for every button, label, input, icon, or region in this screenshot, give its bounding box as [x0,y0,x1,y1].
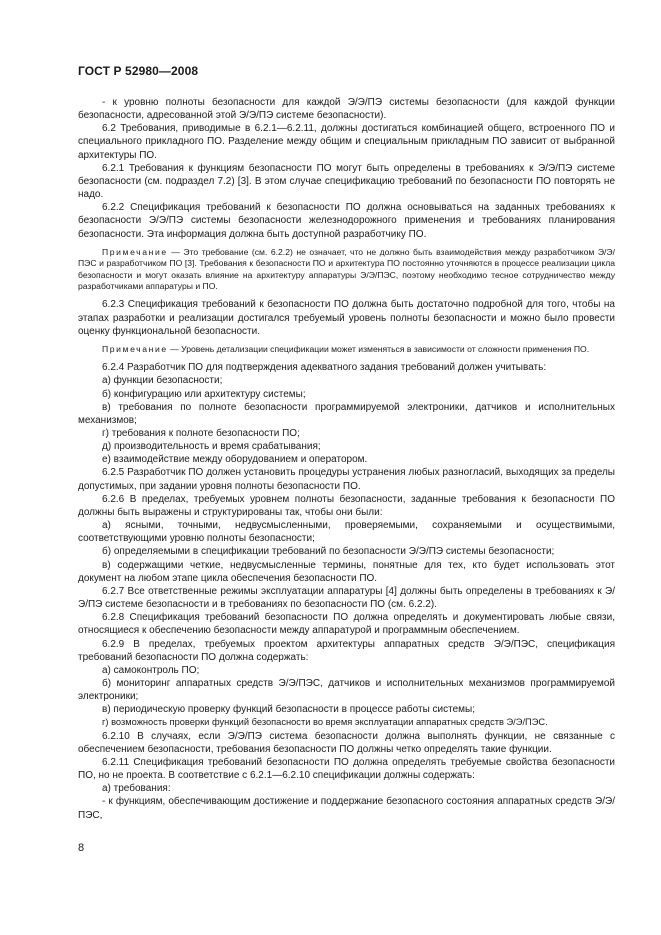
list-item: г) возможность проверки функций безопасности во время эксплуатации аппаратных средств Э/Э/ПЭС. [102,717,548,728]
list-item: б) определяемыми в спецификации требований по безопасности Э/Э/ПЭ системы безопасности; [102,546,555,558]
paragraph: 6.2.2 Спецификация требований к безопасности ПО должна основываться на заданных требованиях к безопасности Э/Э/ПЭ системы безопасности железнодорожного применения и требованиях планирования безопасности. Эта информация должна быть доступной разработчику ПО. [78,202,615,240]
paragraph: 6.2.6 В пределах, требуемых уровнем полноты безопасности, заданные требования к безопасности ПО должны быть выражены и структурированы так, чтобы они были: [78,493,615,518]
list-item: в) периодическую проверку функций безопасности в процессе работы системы; [102,704,475,716]
note-text: — Это требование (см. 6.2.2) не означает, что не должно быть взаимодействия между разработчиком Э/Э/ПЭС и разработчиком ПО [3]. Требования к безопасности ПО и архитектура ПО постоянно уточняются в процессе реализации цикла безопасности и могут оказать влияние на архитектуру аппаратуры Э/Э/ПЭС, поэтому необходимо тесное сотрудничество между разработчиками аппаратуры и ПО. [78,246,615,291]
list-item: е) взаимодействие между оборудованием и оператором. [102,454,368,466]
paragraph: 6.2 Требования, приводимые в 6.2.1—6.2.11, должны достигаться комбинацией общего, встроенного ПО и специального прикладного ПО. Разделение между общим и специальным прикладным ПО зависит от выбранной архитектуры ПО. [78,123,615,161]
paragraph: 6.2.10 В случаях, если Э/Э/ПЭ система безопасности должна выполнять функции, не связанные с обеспечением безопасности, требования безопасности ПО должны четко определять такие функции. [78,730,615,755]
list-item: б) конфигурацию или архитектуру системы; [102,388,306,400]
list-item: а) самоконтроль ПО; [102,664,200,676]
list-item: а) ясными, точными, недвусмысленными, проверяемыми, сохраняемыми и осуществимыми, соответствующими уровню полноты безопасности; [78,520,615,545]
paragraph: 6.2.5 Разработчик ПО должен установить процедуры устранения любых разногласий, выходящих за пределы допустимых, при задании уровня полноты безопасности ПО. [78,467,615,492]
note [78,344,615,355]
note-text: — Уровень детализации спецификации может изменяться в зависимости от сложности применения ПО. [167,343,590,354]
list-item: а) функции безопасности; [102,375,223,387]
document-body [78,96,615,822]
paragraph: 6.2.9 В пределах, требуемых проектом архитектуры аппаратных средств Э/Э/ПЭС, спецификация требований безопасности ПО должна содержать: [78,638,615,663]
list-item: - к функциям, обеспечивающим достижение и поддержание безопасного состояния аппаратных средств Э/Э/ПЭС, [78,796,615,821]
list-item: а) требования: [102,783,171,795]
list-item: г) требования к полноте безопасности ПО; [102,428,300,439]
list-item: в) требования по полноте безопасности программируемой электроники, датчиков и исполнительных механизмов; [78,401,615,426]
paragraph: 6.2.7 Все ответственные режимы эксплуатации аппаратуры [4] должны быть определены в требованиях к Э/Э/ПЭ системе безопасности и в требованиях по безопасности ПО (см. 6.2.2). [78,585,615,611]
list-item: б) мониторинг аппаратных средств Э/Э/ПЭС, датчиков и исполнительных механизмов программируемой электроники; [78,677,615,703]
paragraph: - к уровню полноты безопасности для каждой Э/Э/ПЭ системы безопасности (для каждой функции безопасности, адресованной этой Э/Э/ПЭ системе безопасности). [78,97,615,122]
paragraph: 6.2.1 Требования к функциям безопасности ПО могут быть определены в требованиях к Э/Э/ПЭ системе безопасности (см. подраздел 7.2) [3]. В этом случае спецификацию требований по безопасности ПО повторять не надо. [78,162,615,201]
paragraph: 6.2.3 Спецификация требований к безопасности ПО должна быть достаточно подробной для того, чтобы на этапах разработки и реализации достигался требуемый уровень полноты безопасности и можно было провести оценку функциональной безопасности. [78,299,615,337]
list-item: в) содержащими четкие, недвусмысленные термины, понятные для тех, кто будет использовать этот документ на любом этапе цикла обеспечения безопасности ПО. [78,559,615,584]
page-number: 8 [78,842,85,854]
paragraph: 6.2.8 Спецификация требований безопасности ПО должна определять и документировать любые связи, относящиеся к обеспечению безопасности между аппаратурой и программным обеспечением. [78,612,615,637]
note [78,247,615,293]
note-label: Примечание [102,343,168,354]
list-item: д) производительность и время срабатывания; [102,441,321,453]
paragraph: 6.2.11 Спецификация требований безопасности ПО должна определять требуемые свойства безопасности ПО, но не проекта. В соответствие с 6.2.1—6.2.10 спецификации должны содержать: [78,756,615,782]
note-label: Примечание [102,246,168,257]
paragraph: 6.2.4 Разработчик ПО для подтверждения адекватного задания требований должен учитывать: [102,362,547,374]
document-header: ГОСТ Р 52980—2008 [78,64,199,78]
